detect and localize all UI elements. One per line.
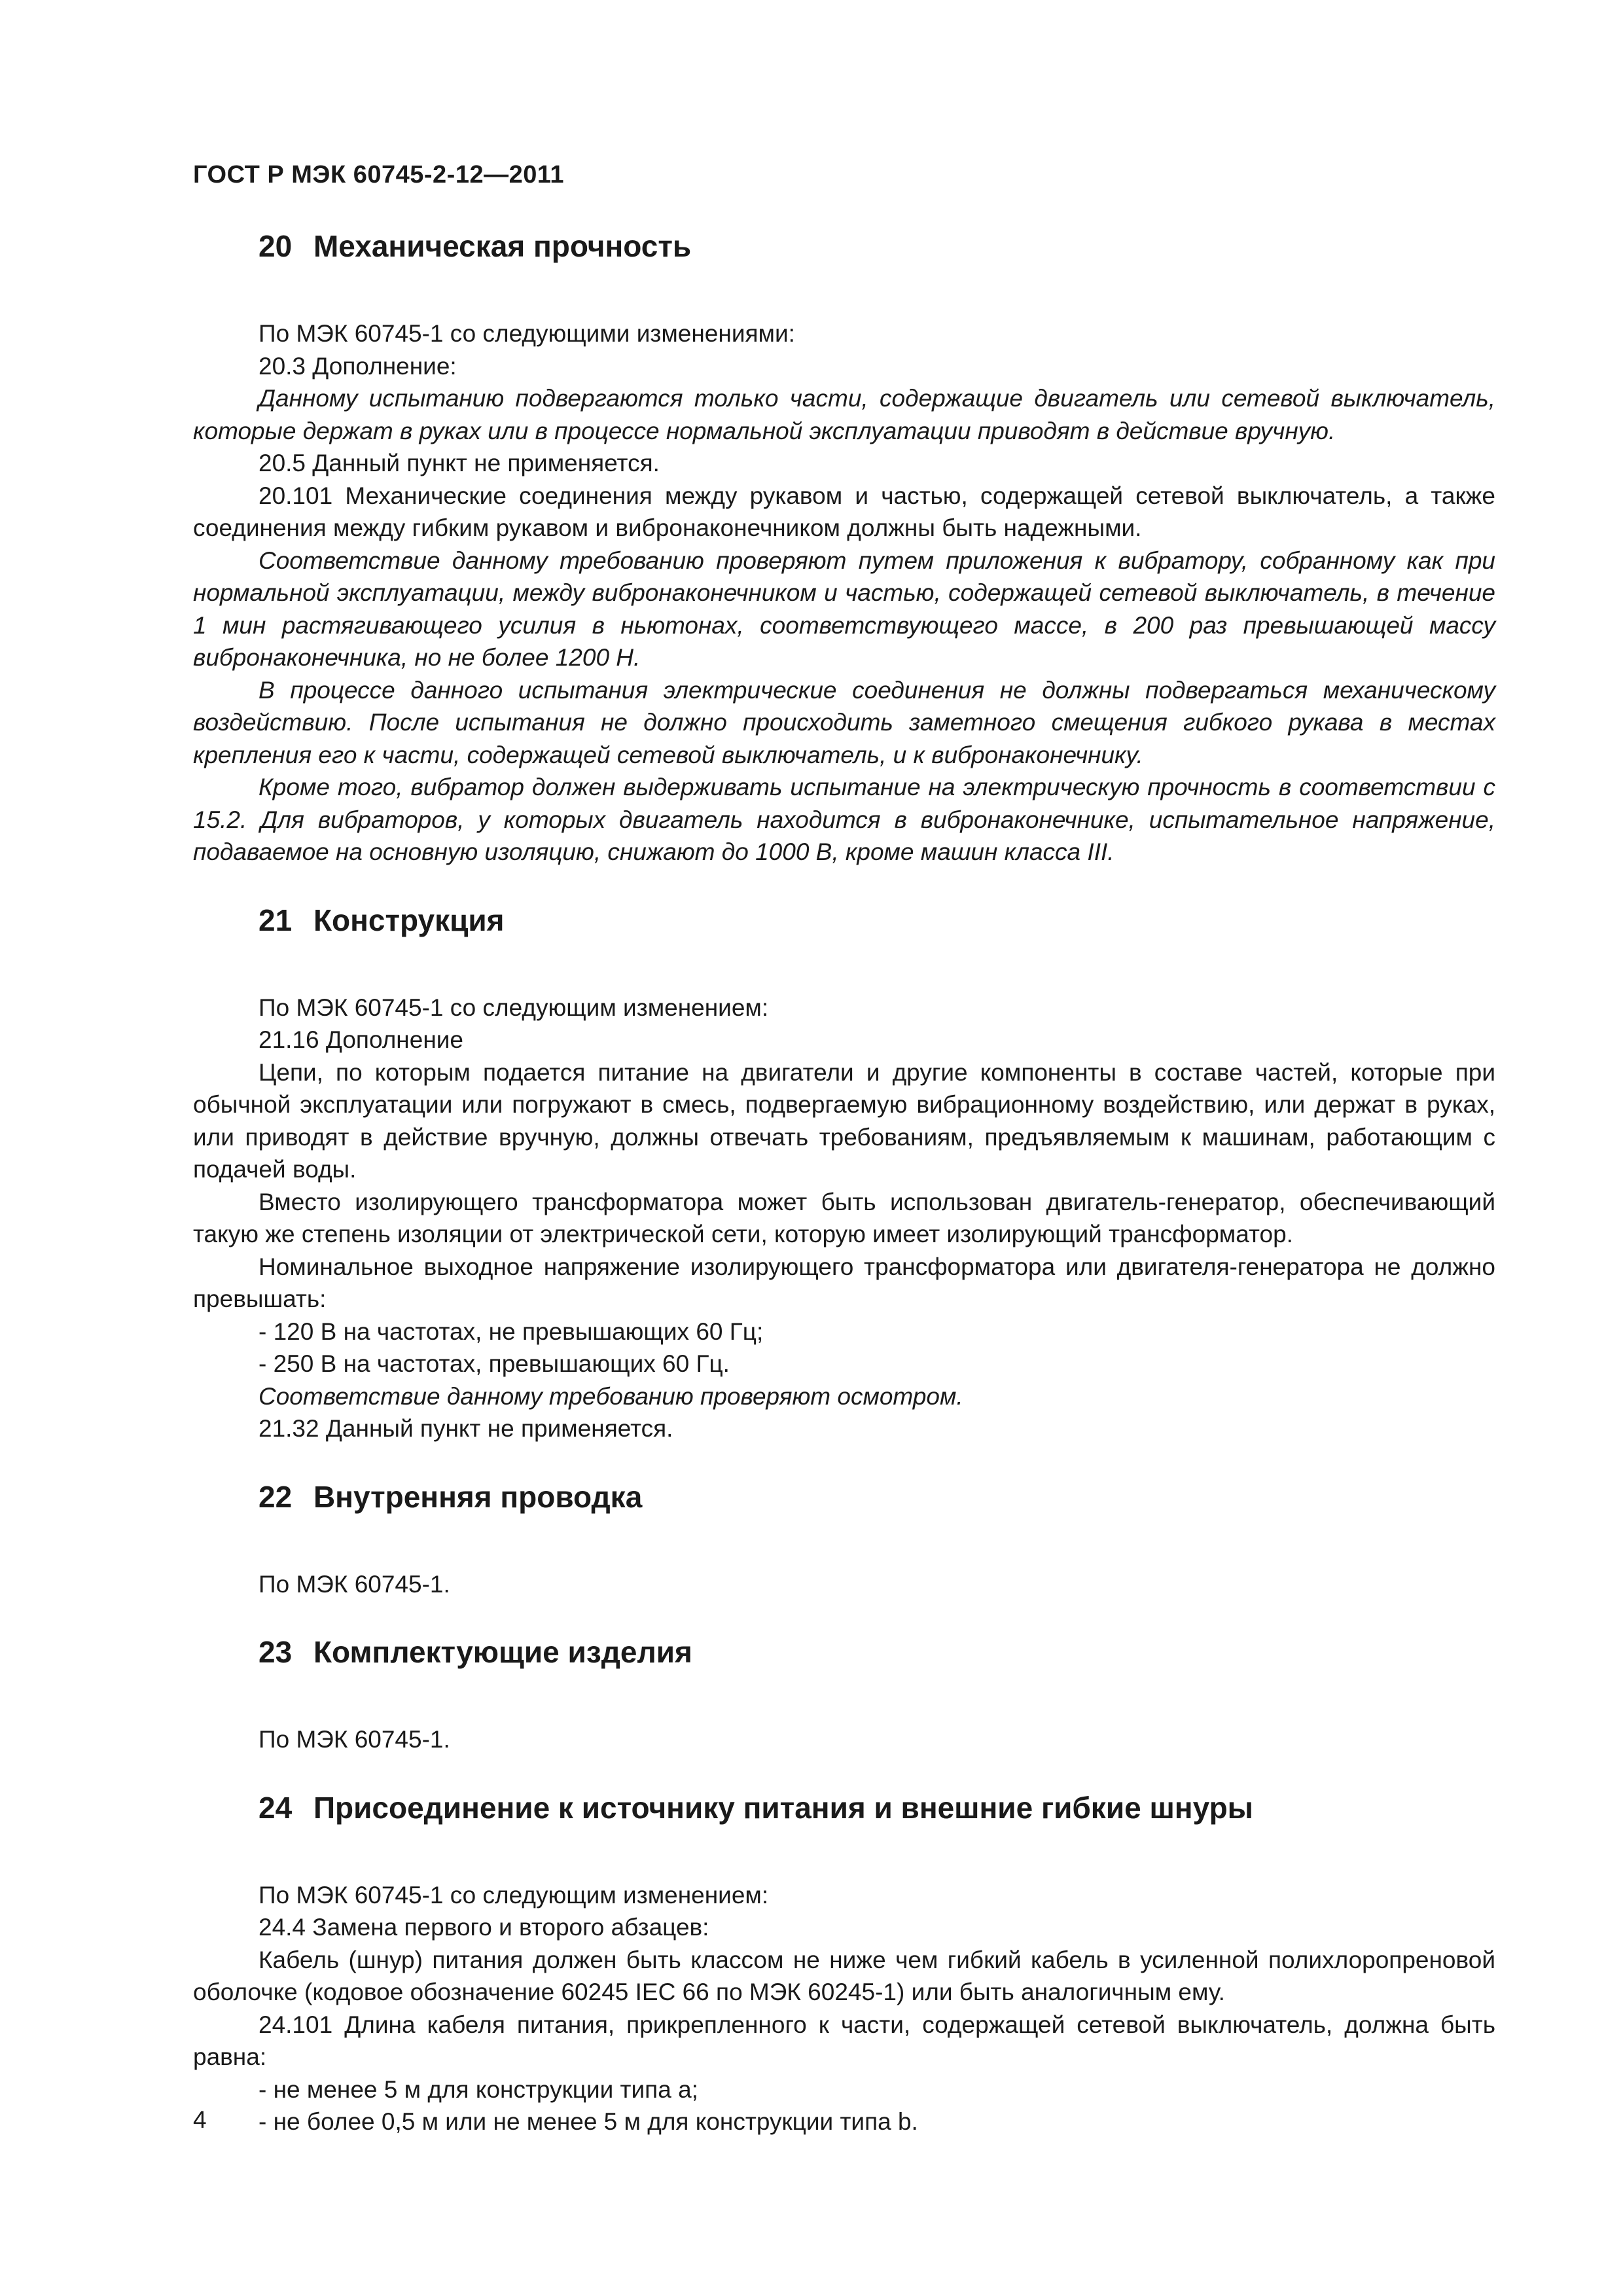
- paragraph: Вместо изолирующего трансформатора может быть использован двигатель-генератор, обеспечивающий такую же степень изоляции от электрической сети, которую имеет изолирующий трансформатор.: [193, 1188, 1495, 1247]
- page-number: 4: [193, 2106, 207, 2133]
- section-24: [193, 1787, 1495, 2138]
- list-item: - 250 В на частотах, превышающих 60 Гц.: [259, 1350, 730, 1377]
- paragraph: Цепи, по которым подается питание на двигатели и другие компоненты в составе частей, которые при обычной эксплуатации или погружают в смесь, подвергаемую вибрационному воздействию, или держат в руках, или приводят в действие вручную, должны отвечать требованиям, предъявляемым к машинам, работающим с подачей воды.: [193, 1058, 1495, 1183]
- paragraph-italic: Кроме того, вибратор должен выдерживать испытание на электрическую прочность в соответствии с 15.2. Для вибраторов, у которых двигатель находится в вибронаконечнике, испытательное напряжение, подаваемое на основную изоляцию, снижают до 1000 В, кроме машин класса III.: [193, 774, 1495, 865]
- spacer: [193, 1600, 1495, 1632]
- section-22: [193, 1477, 1495, 1601]
- paragraph: 21.32 Данный пункт не применяется.: [259, 1415, 673, 1442]
- section-number: 21: [259, 903, 293, 937]
- document-header: ГОСТ Р МЭК 60745-2-12—2011: [193, 161, 565, 188]
- paragraph: 20.101 Механические соединения между рукавом и частью, содержащей сетевой выключатель, а также соединения между гибким рукавом и вибронаконечником должны быть надежными.: [193, 482, 1495, 541]
- paragraph: 20.5 Данный пункт не применяется.: [259, 450, 660, 476]
- spacer: [193, 1445, 1495, 1477]
- paragraph: Кабель (шнур) питания должен быть классом не ниже чем гибкий кабель в усиленной полихлоропреновой оболочке (кодовое обозначение 60245 IEC 66 по МЭК 60245-1) или быть аналогичным ему.: [193, 1946, 1495, 2005]
- list-item: - 120 В на частотах, не превышающих 60 Гц;: [259, 1318, 764, 1345]
- section-heading: [259, 226, 1495, 266]
- paragraph: По МЭК 60745-1 со следующим изменением:: [259, 1881, 769, 1909]
- section-title: Механическая прочность: [313, 229, 692, 263]
- list-item: - не более 0,5 м или не менее 5 м для конструкции типа b.: [259, 2108, 918, 2135]
- spacer: [193, 1756, 1495, 1787]
- section-title: Присоединение к источнику питания и внешние гибкие шнуры: [313, 1790, 1253, 1825]
- section-heading: [259, 1787, 1495, 1828]
- section-number: 23: [259, 1635, 293, 1669]
- section-number: 20: [259, 229, 293, 263]
- paragraph: 24.4 Замена первого и второго абзацев:: [259, 1914, 709, 1941]
- list-item: - не менее 5 м для конструкции типа a;: [259, 2075, 698, 2103]
- section-23: [193, 1632, 1495, 1756]
- spacer: [193, 869, 1495, 900]
- section-heading: [259, 900, 1495, 941]
- section-heading: [259, 1632, 1495, 1672]
- paragraph: По МЭК 60745-1 со следующими изменениями:: [259, 320, 795, 347]
- paragraph: 21.16 Дополнение: [259, 1026, 464, 1053]
- paragraph: По МЭК 60745-1.: [259, 1570, 450, 1598]
- document-body: [193, 226, 1495, 2138]
- paragraph: Номинальное выходное напряжение изолирующего трансформатора или двигателя-генератора не должно превышать:: [193, 1253, 1495, 1312]
- paragraph: 20.3 Дополнение:: [259, 352, 457, 380]
- paragraph: По МЭК 60745-1 со следующим изменением:: [259, 994, 769, 1021]
- paragraph: По МЭК 60745-1.: [259, 1726, 450, 1753]
- section-title: Комплектующие изделия: [313, 1635, 692, 1669]
- section-21: [193, 900, 1495, 1445]
- paragraph-italic: Соответствие данному требованию проверяют осмотром.: [259, 1382, 963, 1410]
- section-title: Конструкция: [313, 903, 505, 937]
- section-number: 22: [259, 1479, 293, 1514]
- paragraph-italic: В процессе данного испытания электрические соединения не должны подвергаться механическому воздействию. После испытания не должно происходить заметного смещения гибкого рукава в местах крепления его к части, содержащей сетевой выключатель, и к вибронаконечнику.: [193, 676, 1495, 768]
- paragraph-italic: Соответствие данному требованию проверяют путем приложения к вибратору, собранному как при нормальной эксплуатации, между вибронаконечником и частью, содержащей сетевой выключатель, в течение 1 мин растягивающего усилия в ньютонах, соответствующего массе, в 200 раз превышающей массу вибронаконечника, но не более 1200 Н.: [193, 547, 1495, 671]
- section-20: [193, 226, 1495, 869]
- section-title: Внутренняя проводка: [313, 1479, 643, 1514]
- section-heading: [259, 1477, 1495, 1517]
- paragraph-italic: Данному испытанию подвергаются только части, содержащие двигатель или сетевой выключатель, которые держат в руках или в процессе нормальной эксплуатации приводят в действие вручную.: [193, 385, 1495, 444]
- paragraph: 24.101 Длина кабеля питания, прикрепленного к части, содержащей сетевой выключатель, должна быть равна:: [193, 2011, 1495, 2070]
- section-number: 24: [259, 1790, 293, 1825]
